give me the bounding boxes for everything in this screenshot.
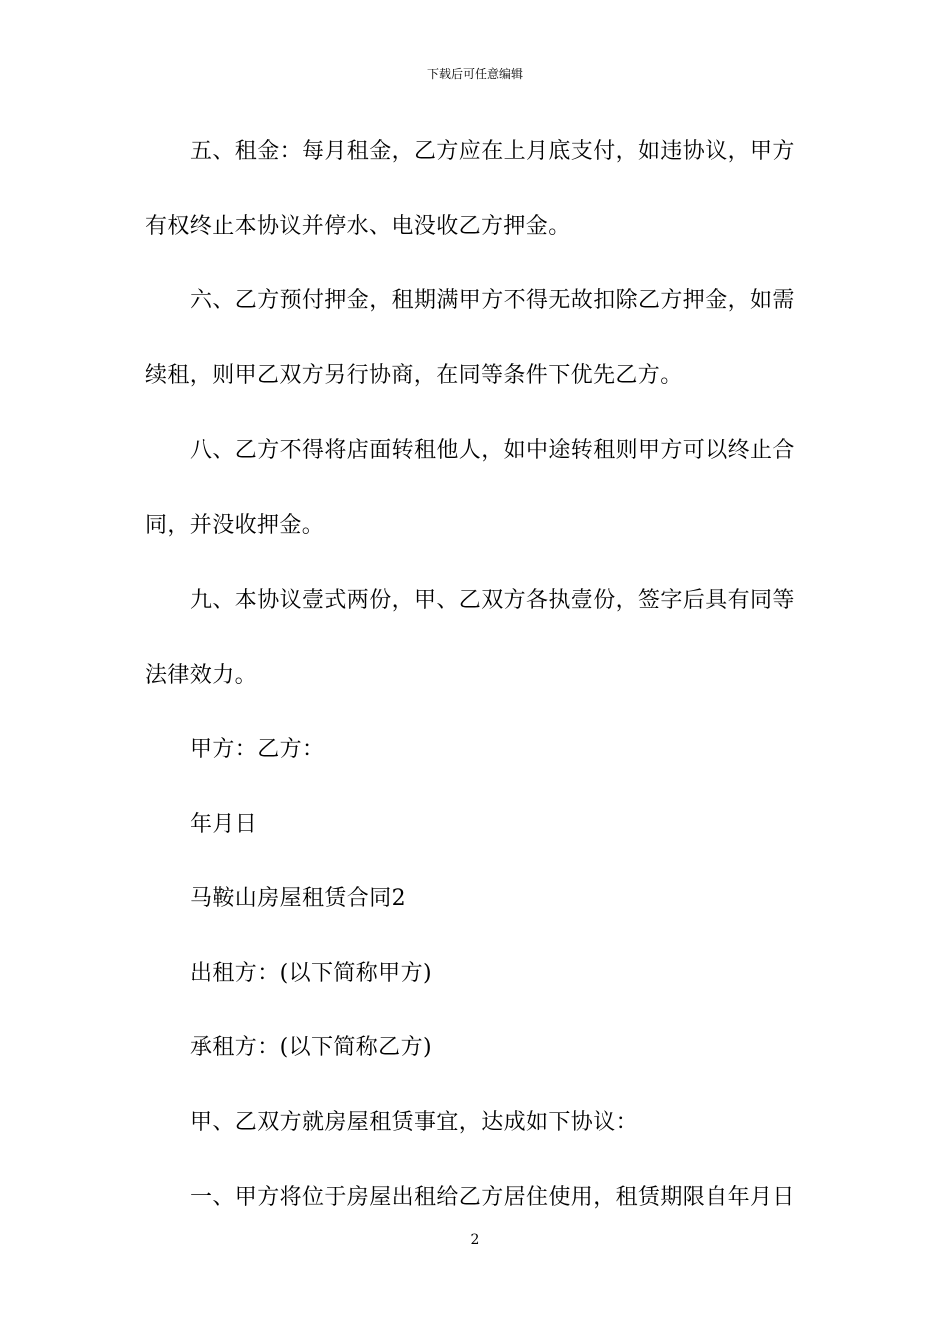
clause-6-line-2: 续租，则甲乙双方另行协商，在同等条件下优先乙方。	[145, 363, 683, 388]
clause-1-line-1: 一、甲方将位于房屋出租给乙方居住使用，租赁期限自年月日	[190, 1185, 795, 1210]
signature-date: 年月日	[190, 812, 258, 837]
clause-9-line-2: 法律效力。	[145, 663, 258, 688]
contract-title: 马鞍山房屋租赁合同2	[190, 886, 406, 911]
clause-8-line-2: 同，并没收押金。	[145, 513, 325, 538]
clause-9-line-1: 九、本协议壹式两份，甲、乙双方各执壹份，签字后具有同等	[190, 588, 795, 613]
lessor-line: 出租方：(以下简称甲方)	[190, 961, 432, 986]
clause-5-line-2: 有权终止本协议并停水、电没收乙方押金。	[145, 214, 571, 239]
clause-5-line-1: 五、租金：每月租金，乙方应在上月底支付，如违协议，甲方	[190, 139, 795, 164]
page-number: 2	[470, 1232, 480, 1248]
signature-parties: 甲方：乙方：	[190, 737, 325, 762]
clause-8-line-1: 八、乙方不得将店面转租他人，如中途转租则甲方可以终止合	[190, 438, 795, 463]
clause-6-line-1: 六、乙方预付押金，租期满甲方不得无故扣除乙方押金，如需	[190, 288, 795, 313]
page-header: 下载后可任意编辑	[426, 67, 523, 81]
agreement-intro: 甲、乙双方就房屋租赁事宜，达成如下协议：	[190, 1110, 639, 1135]
lessee-line: 承租方：(以下简称乙方)	[190, 1035, 432, 1060]
